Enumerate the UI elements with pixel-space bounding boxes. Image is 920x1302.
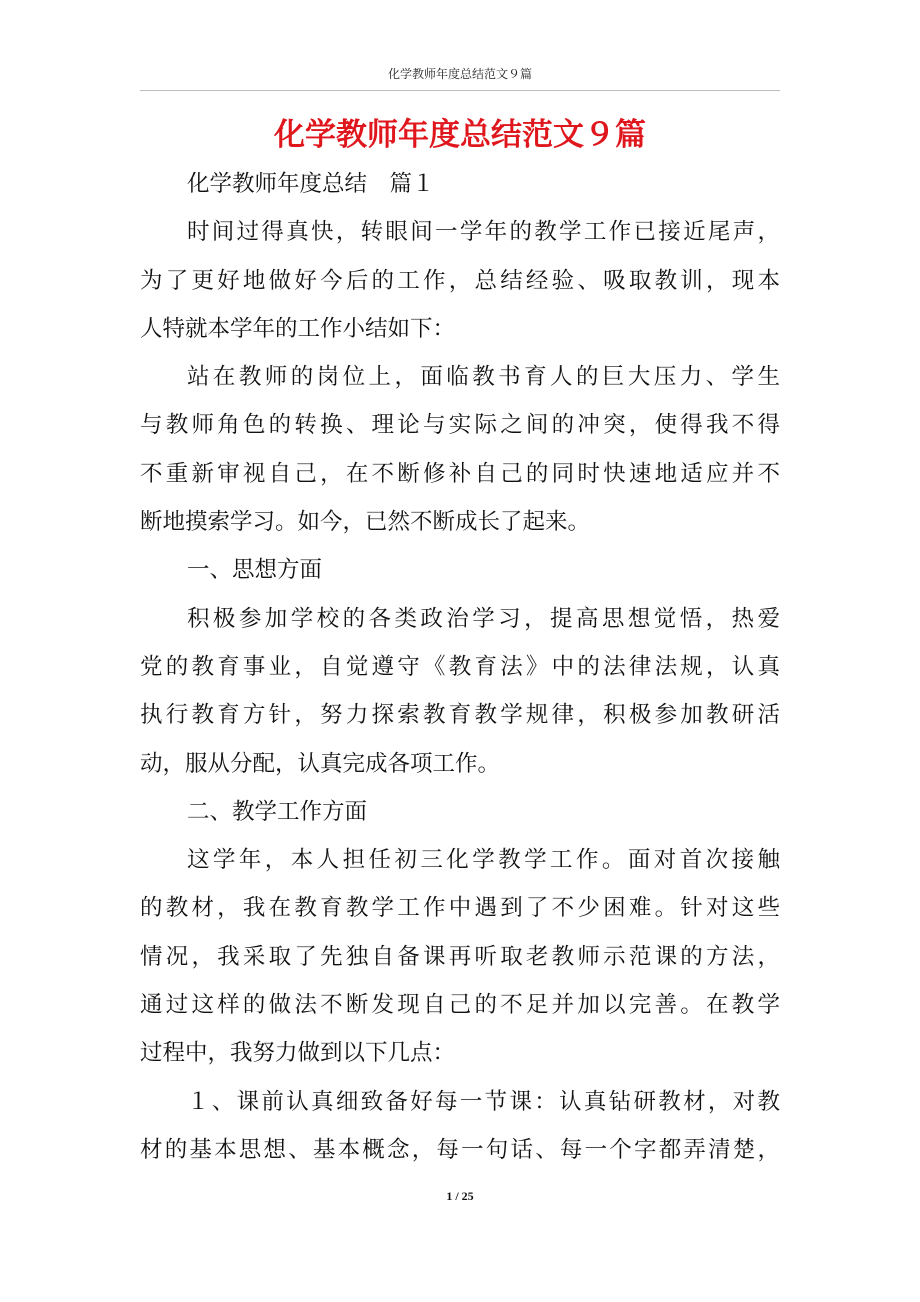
text-line: 动，服从分配，认真完成各项工作。: [140, 750, 501, 777]
page-number: 1 / 25: [446, 1189, 474, 1203]
paragraph: [140, 836, 780, 1077]
running-header: 化学教师年度总结范文９篇: [387, 67, 532, 81]
text-line: 时间过得真快，转眼间一学年的教学工作已接近尾声，: [187, 219, 780, 246]
text-line: 材的基本思想、基本概念，每一句话、每一个字都弄清楚，: [140, 1136, 780, 1163]
text-line: 为了更好地做好今后的工作，总结经验、吸取教训，现本: [140, 267, 780, 294]
document-body: [140, 160, 780, 1174]
document-title: 化学教师年度总结范文９篇: [274, 117, 646, 153]
text-line: 断地摸索学习。如今，已然不断成长了起来。: [140, 509, 591, 536]
section-heading: 化学教师年度总结 篇１: [187, 171, 435, 197]
subsection-heading: [140, 788, 780, 836]
text-line: 的教材，我在教育教学工作中遇到了不少困难。针对这些: [140, 895, 780, 922]
text-line: 通过这样的做法不断发现自己的不足并加以完善。在教学: [140, 992, 780, 1019]
text-line: 不重新审视自己，在不断修补自己的同时快速地适应并不: [140, 460, 780, 487]
paragraph: [140, 1078, 780, 1175]
text-line: 这学年，本人担任初三化学教学工作。面对首次接触: [187, 847, 780, 874]
text-line: 积极参加学校的各类政治学习，提高思想觉悟，热爱: [187, 605, 780, 632]
text-line: 一、思想方面: [187, 557, 323, 584]
subsection-heading: [140, 546, 780, 594]
paragraph: [140, 353, 780, 546]
text-line: 情况，我采取了先独自备课再听取老教师示范课的方法，: [140, 943, 780, 970]
text-line: 过程中，我努力做到以下几点：: [140, 1040, 456, 1067]
text-line: １、课前认真细致备好每一节课：认真钻研教材，对教: [187, 1088, 780, 1115]
text-line: 与教师角色的转换、理论与实际之间的冲突，使得我不得: [140, 412, 780, 439]
text-line: 二、教学工作方面: [187, 798, 368, 825]
paragraph: [140, 595, 780, 788]
header-divider: [140, 90, 780, 91]
paragraph: [140, 208, 780, 353]
text-line: 执行教育方针，努力探索教育教学规律，积极参加教研活: [140, 702, 780, 729]
text-line: 站在教师的岗位上，面临教书育人的巨大压力、学生: [187, 364, 780, 391]
text-line: 人特就本学年的工作小结如下：: [140, 315, 456, 342]
text-line: 党的教育事业，自觉遵守《教育法》中的法律法规，认真: [140, 653, 780, 680]
